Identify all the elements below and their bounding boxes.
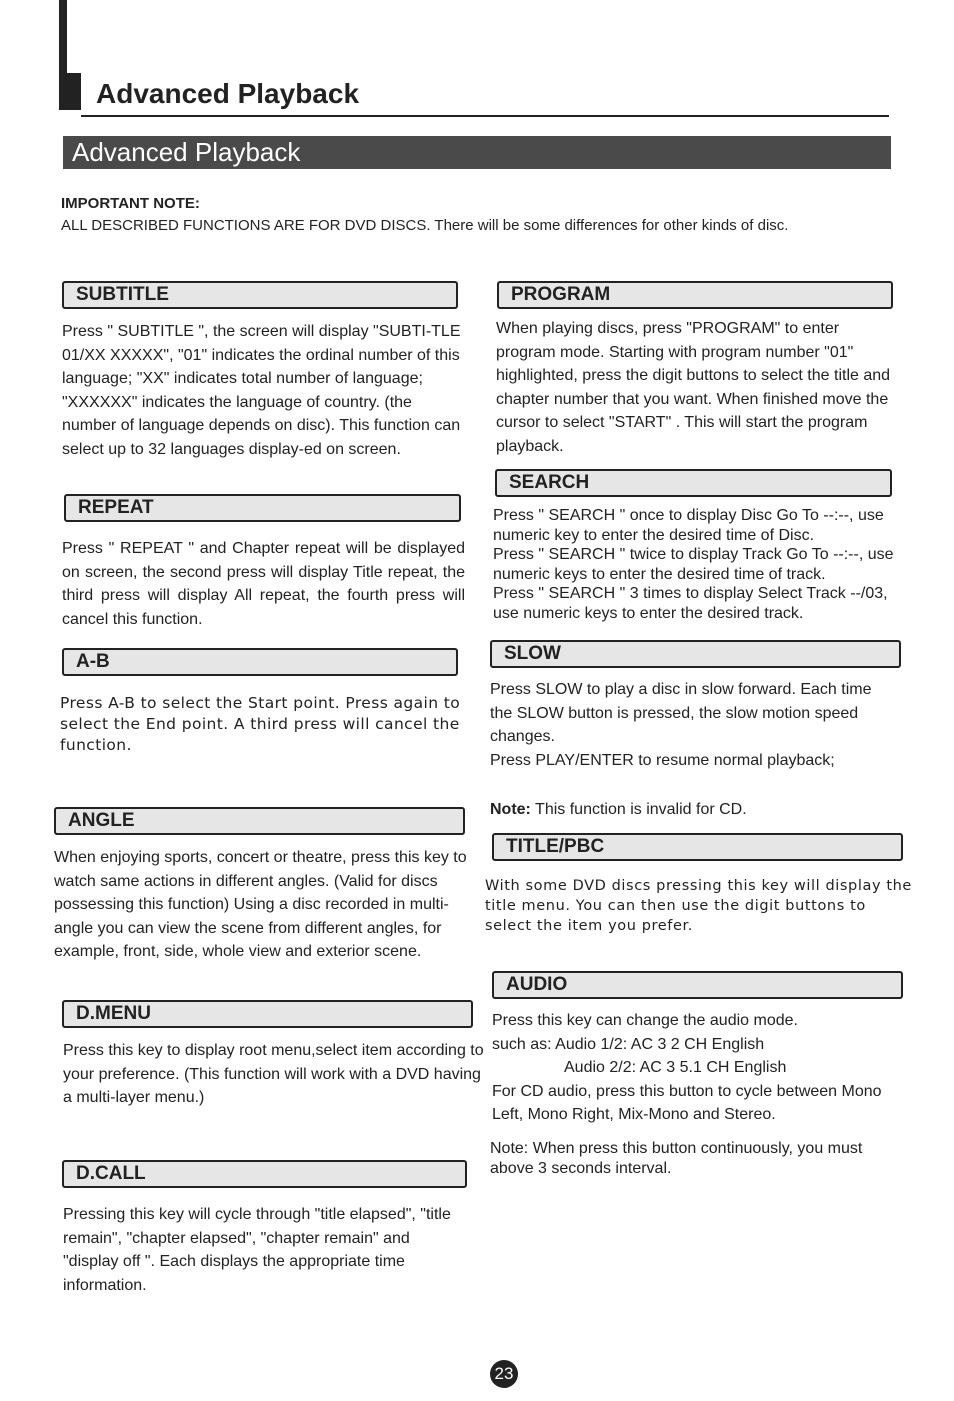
slow-note <box>490 798 890 822</box>
ab-heading <box>62 648 458 676</box>
repeat-text: Press " REPEAT " and Chapter repeat will be displayed on screen, the second press will display Title repeat, the third press will display All repeat, the fourth press will cancel this function. <box>62 540 465 628</box>
page-title: Advanced Playback <box>96 78 360 109</box>
program-heading-label: PROGRAM <box>511 284 611 305</box>
dmenu-heading-label: D.MENU <box>76 1003 151 1024</box>
titlepbc-text: With some DVD discs pressing this key will display the title menu. You can then use the digit buttons to select the item you prefer. <box>485 878 912 934</box>
audio-line-2: such as: Audio 1/2: AC 3 2 CH English <box>492 1035 765 1053</box>
search-line-3: Press " SEARCH " 3 times to display Select Track --/03, use numeric keys to enter the desired track. <box>493 585 888 622</box>
dcall-heading-label: D.CALL <box>76 1163 146 1184</box>
search-heading-label: SEARCH <box>509 472 590 493</box>
titlepbc-heading-label: TITLE/PBC <box>506 836 605 857</box>
audio-line-3: Audio 2/2: AC 3 5.1 CH English <box>564 1059 787 1076</box>
section-banner-label: Advanced Playback <box>72 137 301 167</box>
search-text <box>493 506 905 623</box>
important-note-text: ALL DESCRIBED FUNCTIONS ARE FOR DVD DISCS. There will be some differences for other kinds of disc. <box>61 217 789 234</box>
slow-text-resume: Press PLAY/ENTER to resume normal playback; <box>490 751 835 769</box>
ab-heading-label: A-B <box>76 651 110 672</box>
subtitle-text: Press " SUBTITLE ", the screen will display "SUBTI-TLE 01/XX XXXXX", "01" indicates the ordinal number of this language; "XX" indicates total number of language; "XXXXXX" indicates the language of country. (the number of language depends on disc). This function can select up to 32 languages display-ed on screen. <box>62 323 461 458</box>
subtitle-heading <box>62 281 458 309</box>
dcall-text: Pressing this key will cycle through "title elapsed", "title remain", "chapter elapsed", "chapter remain" and "display off ". Each displays the appropriate time information. <box>63 1206 451 1294</box>
audio-heading-label: AUDIO <box>506 974 568 995</box>
slow-heading-label: SLOW <box>504 643 561 664</box>
repeat-heading-label: REPEAT <box>78 497 154 518</box>
audio-line-4: For CD audio, press this button to cycle between Mono Left, Mono Right, Mix-Mono and Stereo. <box>492 1082 882 1123</box>
audio-line-1: Press this key can change the audio mode. <box>492 1012 798 1029</box>
audio-heading <box>492 971 903 999</box>
program-heading <box>497 281 893 309</box>
ab-text: Press A-B to select the Start point. Press again to select the End point. A third press will cancel the function. <box>60 694 461 754</box>
important-note-label: IMPORTANT NOTE: <box>61 195 200 212</box>
audio-text <box>492 1009 892 1127</box>
section-banner <box>63 136 891 169</box>
titlepbc-heading <box>492 833 903 861</box>
slow-heading <box>490 640 901 668</box>
slow-text <box>490 678 890 772</box>
title-underline <box>81 115 889 117</box>
subtitle-heading-label: SUBTITLE <box>76 284 169 305</box>
search-heading <box>495 469 892 497</box>
page-number: 23 <box>490 1360 518 1388</box>
audio-note: Note: When press this button continuously, you must above 3 seconds interval. <box>490 1140 863 1177</box>
angle-heading <box>54 807 465 835</box>
dcall-heading <box>62 1160 467 1188</box>
dmenu-heading <box>62 1000 473 1028</box>
angle-text: When enjoying sports, concert or theatre, press this key to watch same actions in different angles. (Valid for discs possessing this function) Using a disc recorded in multi-angle you can view the scene from different angles, for example, front, side, whole view and exterior scene. <box>54 849 467 960</box>
dmenu-text: Press this key to display root menu,select item according to your preference. (This function will work with a DVD having a multi-layer menu.) <box>63 1042 484 1106</box>
program-text: When playing discs, press "PROGRAM" to enter program mode. Starting with program number "01" highlighted, press the digit buttons to select the title and chapter number that you want. When finished move the cursor to select "START" . This will start the program playback. <box>496 320 891 455</box>
search-line-1: Press " SEARCH " once to display Disc Go To --:--, use numeric key to enter the desired time of Disc. <box>493 507 884 544</box>
angle-heading-label: ANGLE <box>68 810 135 831</box>
header-block-mark <box>59 73 81 110</box>
repeat-heading <box>64 494 461 522</box>
slow-note-label: Note: <box>490 801 531 818</box>
slow-text-main: Press SLOW to play a disc in slow forward. Each time the SLOW button is pressed, the slow motion speed changes. <box>490 681 872 745</box>
slow-note-text: This function is invalid for CD. <box>530 801 747 818</box>
search-line-2: Press " SEARCH " twice to display Track Go To --:--, use numeric keys to enter the desired time of track. <box>493 546 894 583</box>
